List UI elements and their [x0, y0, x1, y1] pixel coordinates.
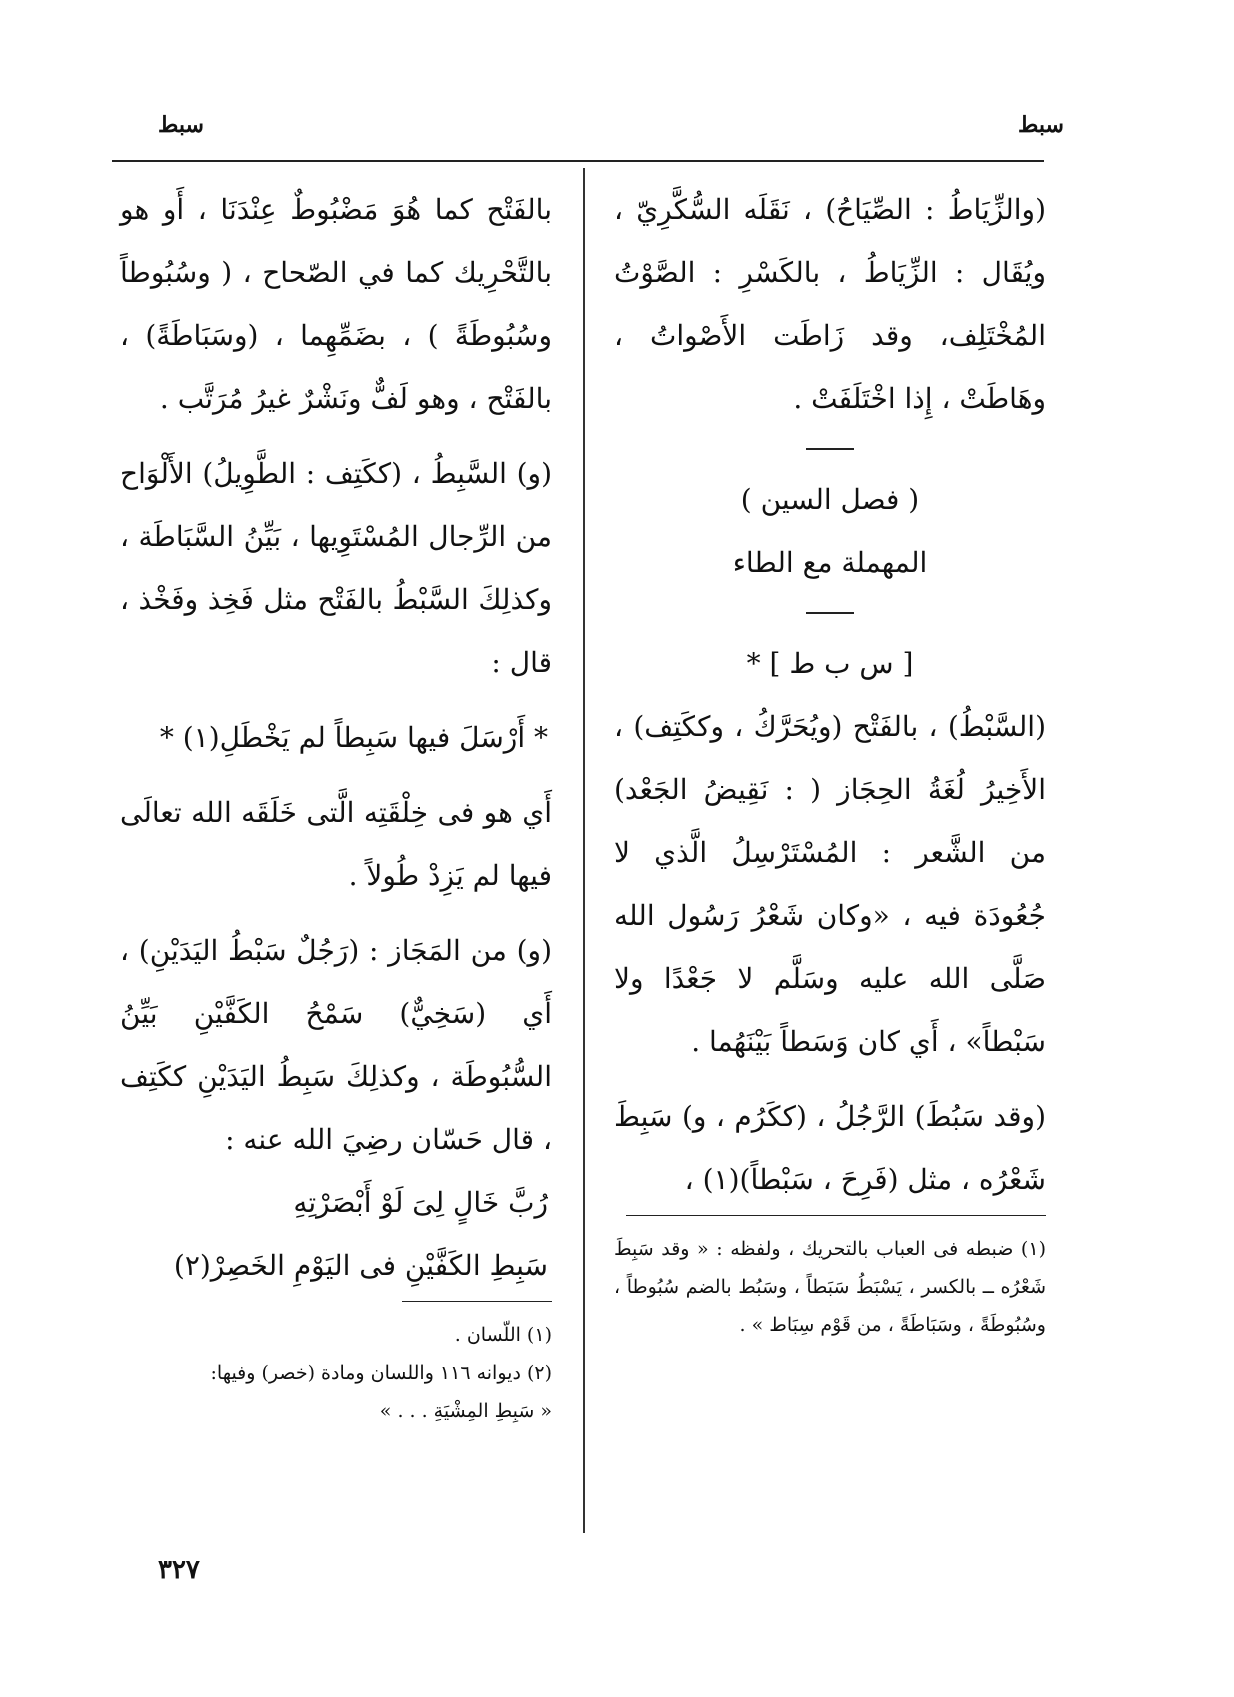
running-header-left: سبط: [158, 112, 204, 138]
entry-paragraph: (و) من المَجَاز : (رَجُلٌ سَبْطُ اليَدَيْنِ) ، أَي (سَخِيٌّ) سَمْحُ الكَفَّيْنِ بَيِّنُ السُّبُوطَة ، وكذلِكَ سَبِطُ اليَدَيْنِ ككَتِف ، قال حَسّان رضِيَ الله عنه :: [120, 934, 553, 1156]
footnote: « سَبِطِ المِشْيَةِ . . . »: [379, 1400, 552, 1422]
entry-paragraph: (و) السَّبِطُ ، (ككَتِف : الطَّوِيلُ) الأَلْوَاح من الرِّجال المُسْتَوِيها ، بَيِّنُ السَّبَاطَة ، وكذلِكَ السَّبْطُ بالفَتْح مثل فَخِذ وفَخْذ ، قال :: [120, 457, 552, 679]
running-header-right: سبط: [1018, 112, 1064, 138]
entry-paragraph: أَي هو فى خِلْقَتِه الَّتى خَلَقَه الله تعالَى فيها لم يَزِدْ طُولاً .: [120, 796, 552, 892]
root-heading: [ س ب ط ] *: [746, 647, 914, 680]
verse-line: * أَرْسَلَ فيها سَبِطاً لم يَخْطَلِ(١) *: [159, 721, 548, 754]
column-divider: [583, 168, 585, 1533]
right-column: [614, 178, 1046, 1344]
entry-paragraph: بالفَتْح كما هُوَ مَضْبُوطٌ عِنْدَنَا ، أَو هو بالتَّحْرِيك كما في الصّحاح ، ( وسُبُوطاً وسُبُوطَةً ) ، بضَمِّهِما ، (وسَبَاطَةً) ، بالفَتْح ، وهو لَفٌّ ونَشْرٌ غيرُ مُرَتَّب .: [120, 193, 552, 415]
footnote: (١) ضبطه فى العباب بالتحريك ، ولفظه : « وقد سَبِطَ شَعْرُه ــ بالكسر ، يَسْبَطُ سَبَطاً ، وسَبُط بالضم سُبُوطاً ، وسُبُوطَةً ، وسَبَاطَةً ، من قَوْم سِبَاط » .: [614, 1238, 1046, 1336]
footnote-rule: [626, 1215, 1046, 1216]
entry-paragraph: (والزِّيَاطُ : الصِّيَاحُ) ، نَقَلَه السُّكَّرِيّ ، ويُقَال : الزِّيَاطُ ، بالكَسْرِ : الصَّوْتُ المُخْتَلِف، وقد زَاطَت الأَصْواتُ ، وهَاطَتْ ، إِذا اخْتَلَفَتْ .: [614, 193, 1046, 415]
footnote: (٢) ديوانه ١١٦ واللسان ومادة (خصر) وفيها:: [210, 1362, 552, 1384]
entry-paragraph: (وقد سَبُطَ) الرَّجُلُ ، (ككَرُم ، و) سَبِطَ شَعْرُه ، مثل (فَرِحَ ، سَبْطاً)(١) ،: [614, 1100, 1046, 1196]
verse-line: سَبِطِ الكَفَّيْنِ فى اليَوْمِ الخَصِرْ(٢): [173, 1249, 548, 1282]
entry-paragraph: (السَّبْطُ) ، بالفَتْح (ويُحَرَّكُ ، وككَتِف) ، الأَخِيرُ لُغَةُ الحِجَاز ( : نَقِيضُ الجَعْد) من الشَّعر : المُسْتَرْسِلُ الَّذي لا جُعُودَة فيه ، «وكان شَعْرُ رَسُول الله صَلَّى الله عليه وسَلَّم لا جَعْدًا ولا سَبْطاً» ، أَي كان وَسَطاً بَيْنَهُما .: [614, 710, 1046, 1058]
page-number: ٣٢٧: [158, 1555, 200, 1585]
verse-line: رُبَّ خَالٍ لِىَ لَوْ أَبْصَرْتِهِ: [293, 1186, 548, 1219]
footnote: (١) اللّسان .: [454, 1324, 552, 1346]
header-rule: [112, 160, 1044, 162]
section-subtitle: المهملة مع الطاء: [732, 546, 928, 579]
section-rule: [806, 448, 854, 450]
footnote-rule: [402, 1301, 552, 1302]
section-title: ( فصل السين ): [740, 483, 920, 516]
left-column: [120, 178, 552, 1430]
section-rule: [806, 612, 854, 614]
